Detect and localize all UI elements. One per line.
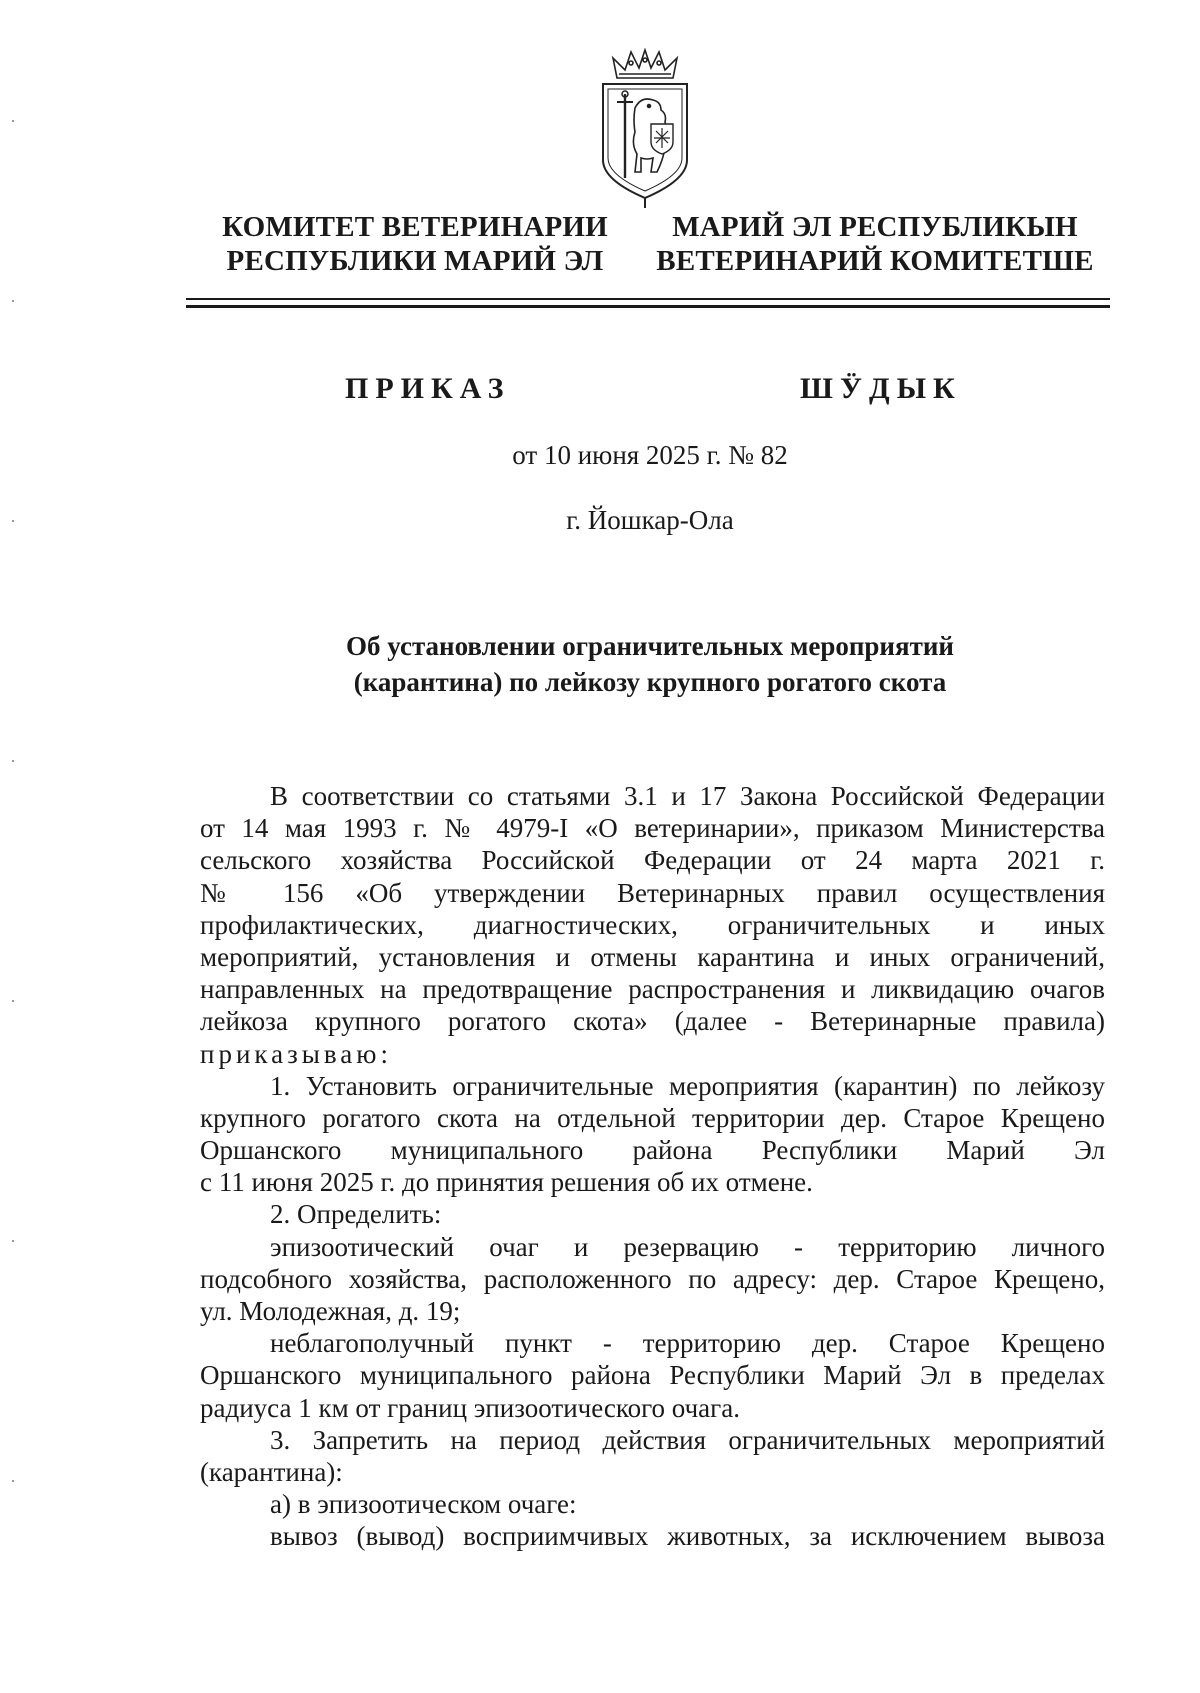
title-line: Об установлении ограничительных мероприятий <box>346 631 954 661</box>
scan-artifact <box>12 1480 14 1482</box>
body-line: сельского хозяйства Российской Федерации от 24 марта 2021 г. <box>200 845 1105 876</box>
body-line: 1. Установить ограничительные мероприятия (карантин) по лейкозу <box>270 1070 1105 1101</box>
body-line: с 11 июня 2025 г. до принятия решения об их отмене. <box>200 1167 813 1198</box>
body-line: вывоз (вывод) восприимчивых животных, за исключением вывоза <box>270 1521 1105 1552</box>
body-line: крупного рогатого скота на отдельной территории дер. Старое Крещено <box>200 1102 1105 1133</box>
body-line: В соответствии со статьями 3.1 и 17 Закона Российской Федерации <box>270 781 1105 811</box>
body-line: мероприятий, установления и отмены карантина и иных ограничений, <box>200 941 1105 972</box>
scan-artifact <box>12 1240 14 1242</box>
body-line: а) в эпизоотическом очаге: <box>270 1489 577 1520</box>
body-line: (карантина): <box>200 1456 343 1487</box>
org-name-line: ВЕТЕРИНАРИЙ КОМИТЕТШЕ <box>656 245 1094 277</box>
body-line: приказываю: <box>200 1038 392 1069</box>
scan-artifact <box>12 120 14 122</box>
scan-artifact <box>12 300 14 302</box>
document-date-number: от 10 июня 2025 г. № 82 <box>512 440 788 470</box>
document-type-mari: ШӰДЫК <box>800 372 962 405</box>
body-line: подсобного хозяйства, расположенного по адресу: дер. Старое Крещено, <box>200 1263 1105 1294</box>
document-body <box>200 780 1105 1553</box>
org-name-line: МАРИЙ ЭЛ РЕСПУБЛИКЫН <box>672 211 1078 243</box>
body-line: направленных на предотвращение распространения и ликвидацию очагов <box>200 974 1105 1005</box>
body-line: радиуса 1 км от границ эпизоотического очага. <box>200 1392 740 1423</box>
document-title <box>200 628 1100 700</box>
body-line: № 156 «Об утверждении Ветеринарных правил осуществления <box>200 877 1105 908</box>
body-line: лейкоза крупного рогатого скота» (далее - Ветеринарные правила) <box>200 1006 1105 1037</box>
org-name-line: РЕСПУБЛИКИ МАРИЙ ЭЛ <box>226 245 604 277</box>
title-line: (карантина) по лейкозу крупного рогатого скота <box>353 667 947 697</box>
body-line: 2. Определить: <box>270 1199 442 1230</box>
body-line: ул. Молодежная, д. 19; <box>200 1296 461 1326</box>
body-line: профилактических, диагностических, ограничительных и иных <box>200 909 1105 940</box>
body-line: неблагополучный пункт - территорию дер. Старое Крещено <box>270 1328 1105 1359</box>
document-city: г. Йошкар-Ола <box>566 505 734 535</box>
coat-of-arms-emblem <box>595 48 695 210</box>
document-type-russian: ПРИКАЗ <box>345 372 511 405</box>
org-name-russian <box>200 210 630 278</box>
org-name-line: КОМИТЕТ ВЕТЕРИНАРИИ <box>222 211 608 243</box>
org-name-mari <box>645 210 1105 278</box>
body-line: Оршанского муниципального района Республики Марий Эл <box>200 1135 1105 1166</box>
body-line: от 14 мая 1993 г. № 4979-I «О ветеринарии», приказом Министерства <box>200 813 1105 844</box>
scan-artifact <box>12 760 14 762</box>
body-line: эпизоотический очаг и резервацию - территорию личного <box>270 1231 1105 1262</box>
header-divider-thick <box>186 305 1110 308</box>
header-divider-thin <box>186 298 1110 300</box>
body-line: 3. Запретить на период действия ограничительных мероприятий <box>270 1424 1105 1455</box>
body-line: Оршанского муниципального района Республики Марий Эл в пределах <box>200 1360 1105 1391</box>
scan-artifact <box>12 520 14 522</box>
scan-artifact <box>12 1000 14 1002</box>
